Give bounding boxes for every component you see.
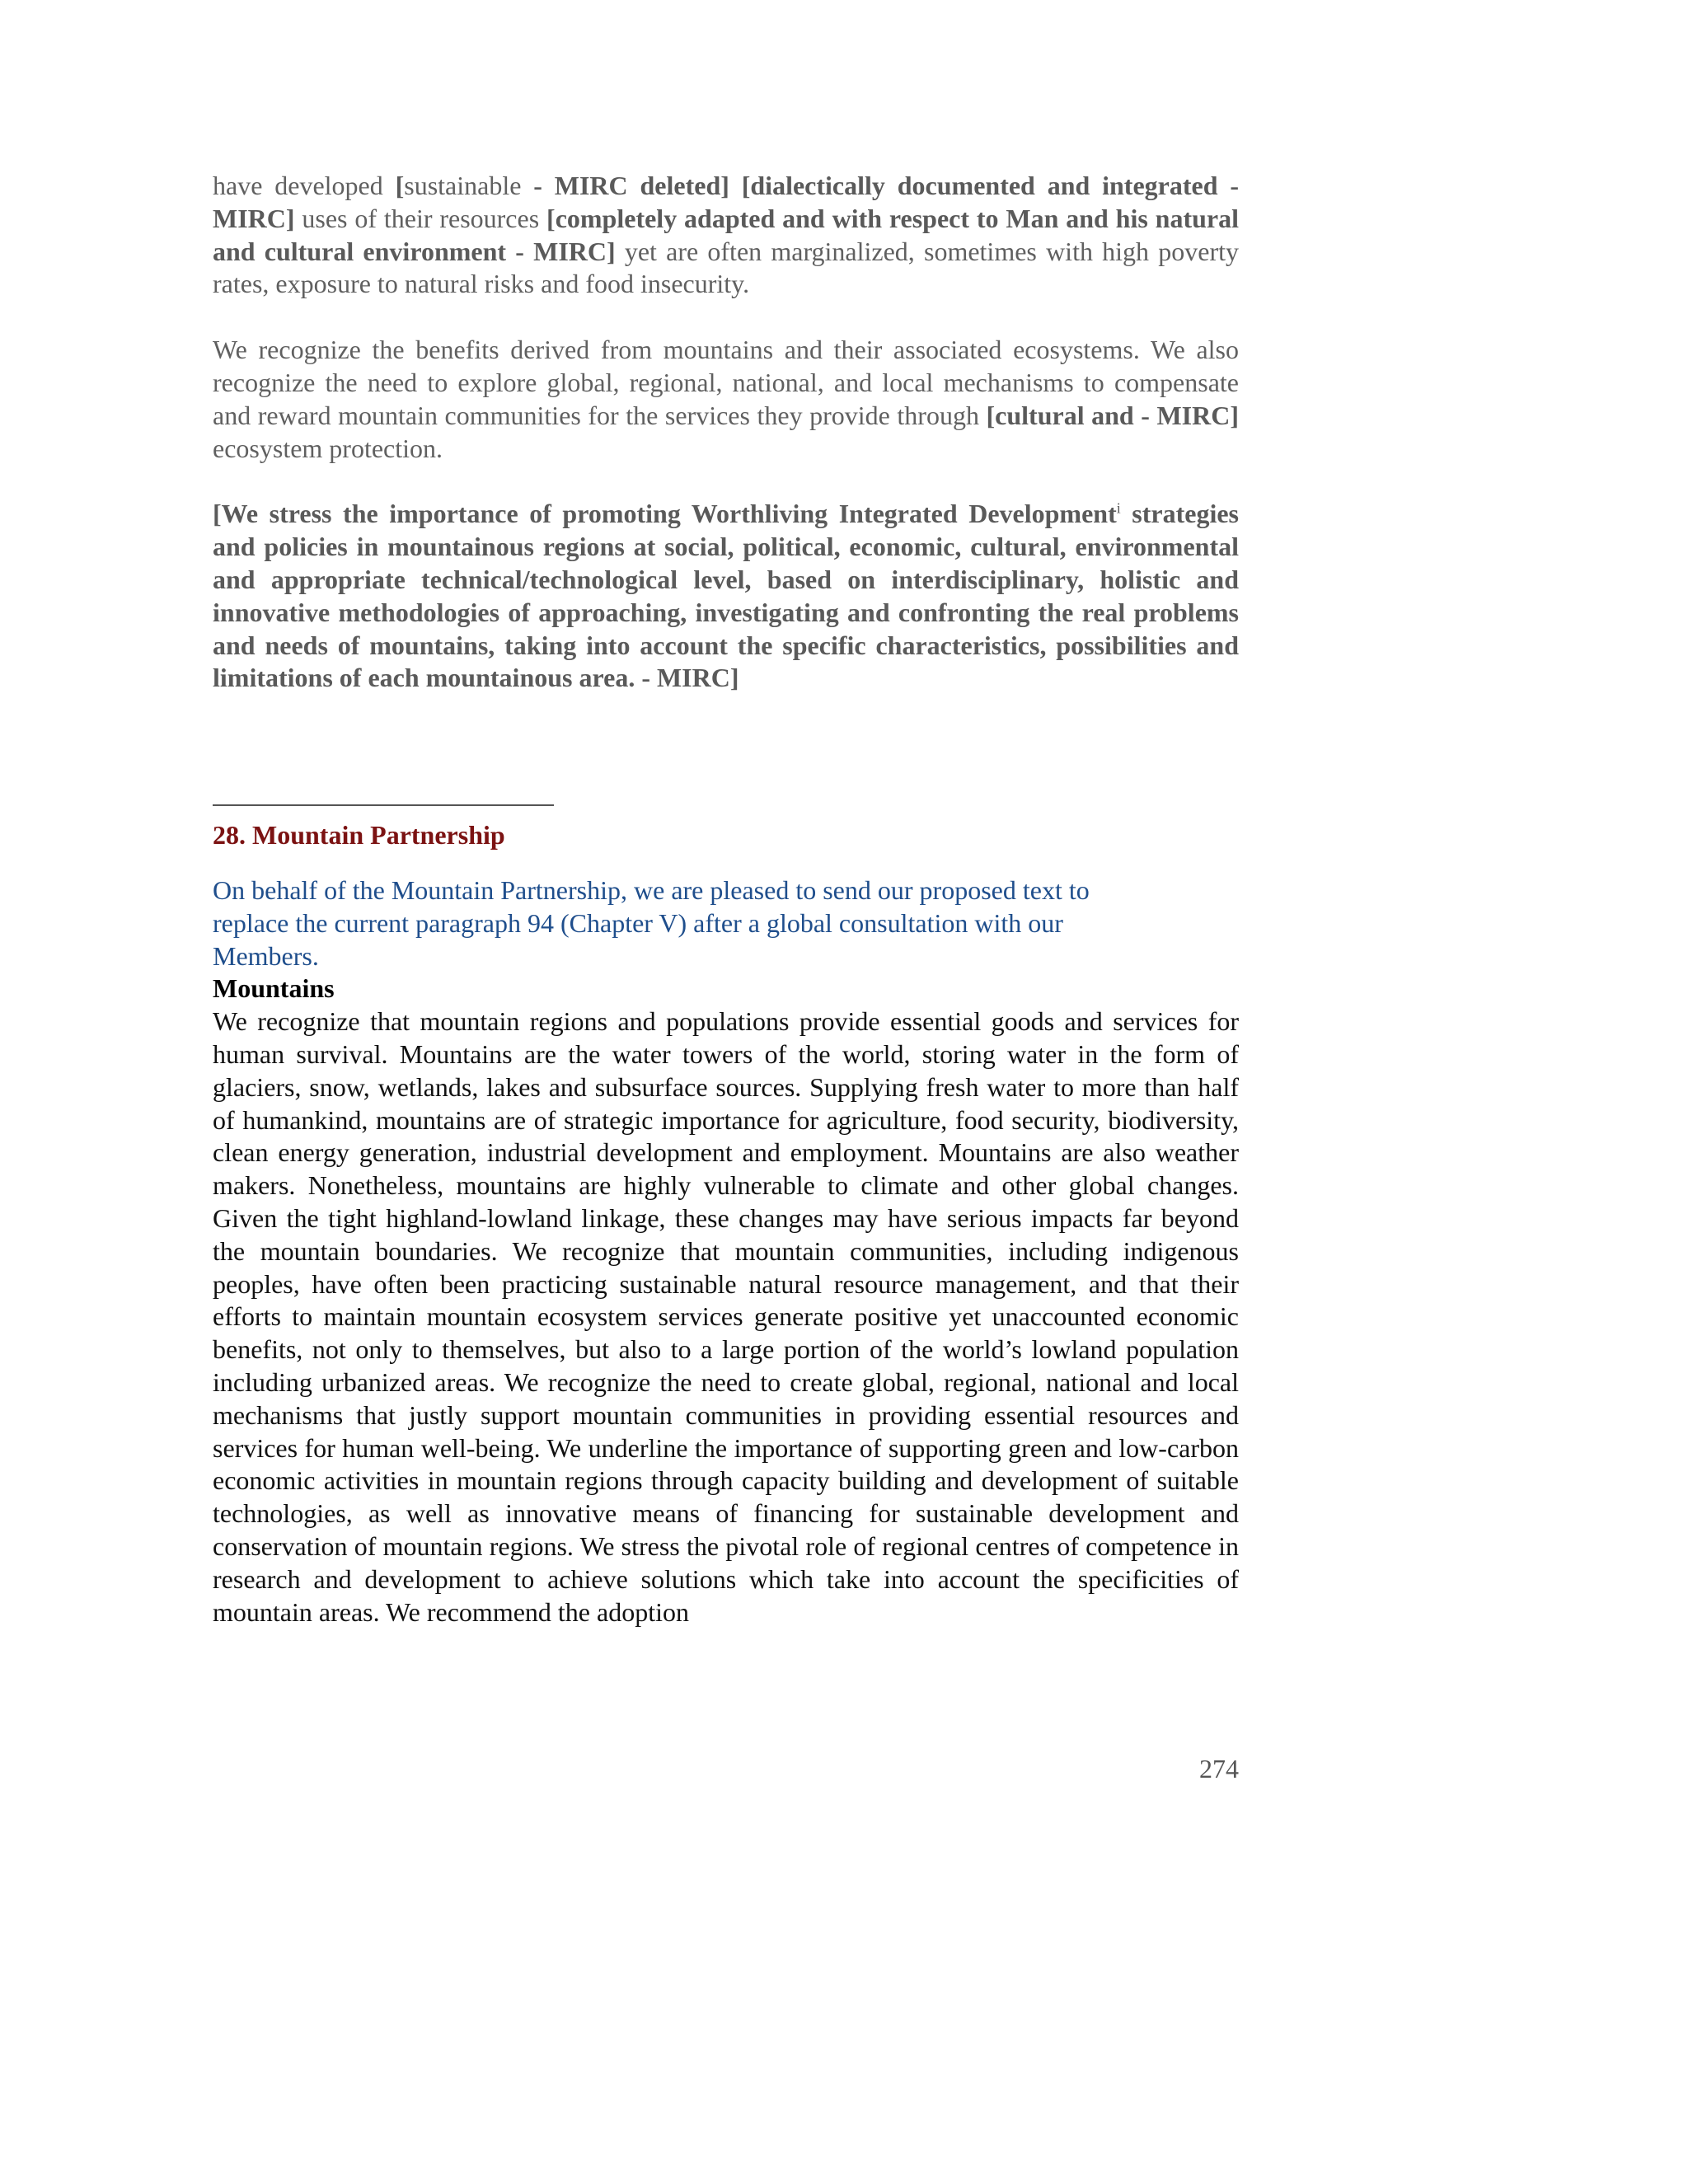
mirc-edit: [completely adapted and with respect to Man and his natural and cultural environment - MIRC] [213, 203, 1240, 266]
paragraph-mountains-body: We recognize that mountain regions and populations provide essential goods and services for human survival. Mountains are the water towers of the world, storing water in the form of glaciers, snow, wetlands, lakes and subsurface sources. Supplying fresh water to more than half of humankind, mountains are of strategic importance for agriculture, food security, biodiversity, clean energy generation, industrial development and employment. Mountains are also weather makers. Nonetheless, mountains are highly vulnerable to climate and other global changes. Given the tight highland-lowland linkage, these changes may have serious impacts far beyond the mountain boundaries. We recognize that mountain communities, including indigenous peoples, have often been practicing sustainable natural resource management, and that their efforts to maintain mountain ecosystem services generate positive yet unaccounted economic benefits, not only to themselves, but also to a large portion of the world’s lowland population including urbanized areas. We recognize the need to create global, regional, national and local mechanisms that justly support mountain communities in providing essential resources and services for human well-being. We underline the importance of supporting green and low-carbon economic activities in mountain regions through capacity building and development of suitable technologies, as well as innovative means of financing for sustainable development and conservation of mountain regions. We stress the pivotal role of regional centres of competence in research and development to achieve solutions which take into account the specificities of mountain areas. We recommend the adoption [213, 1006, 1239, 1627]
mirc-edit: [cultural and - MIRC] [986, 400, 1240, 430]
section-intro: On behalf of the Mountain Partnership, we are pleased to send our proposed text to replace the current paragraph 94 (Chapter V) after a global consultation with our Members. [213, 875, 1090, 971]
section-heading: 28. Mountain Partnership [213, 820, 505, 850]
text-run: [We stress the importance of promoting Worthliving Integrated Development [213, 499, 1117, 529]
mirc-edit: - MIRC deleted] [dialectically documented and integrated - MIRC] [213, 171, 1240, 233]
text-run: strategies and policies in mountainous regions at social, political, economic, cultural, environmental and appropriate technical/technological level, based on interdisciplinary, holistic and innovative methodologies of approaching, investigating and confronting the real problems and needs of mountains, taking into account the specific characteristics, possibilities and limitations of each mountainous area. - MIRC] [213, 499, 1239, 693]
footnote-reference[interactable]: i [1116, 499, 1121, 517]
document-body-lower [213, 818, 1239, 1629]
text-run: ecosystem protection. [213, 433, 443, 463]
document-body-upper [213, 170, 1239, 695]
paragraph-benefits [213, 334, 1239, 465]
page-number: 274 [1199, 1754, 1239, 1783]
section-divider [213, 804, 554, 806]
bold-run: [ [395, 171, 405, 200]
text-run: have developed [213, 171, 396, 200]
paragraph-mirc-insertion [213, 498, 1239, 695]
text-run: We recognize the benefits derived from mountains and their associated ecosystems. We also recognize the need to explore global, regional, national, and local mechanisms to compensate and reward mountain communities for the services they provide through [213, 335, 1239, 430]
paragraph-resources [213, 170, 1239, 301]
text-run: sustainable [404, 171, 534, 200]
text-run: uses of their resources [294, 203, 547, 233]
subheading-mountains: Mountains [213, 973, 335, 1004]
text-run: yet are often marginalized, sometimes with high poverty rates, exposure to natural risks and food insecurity. [213, 236, 1239, 299]
